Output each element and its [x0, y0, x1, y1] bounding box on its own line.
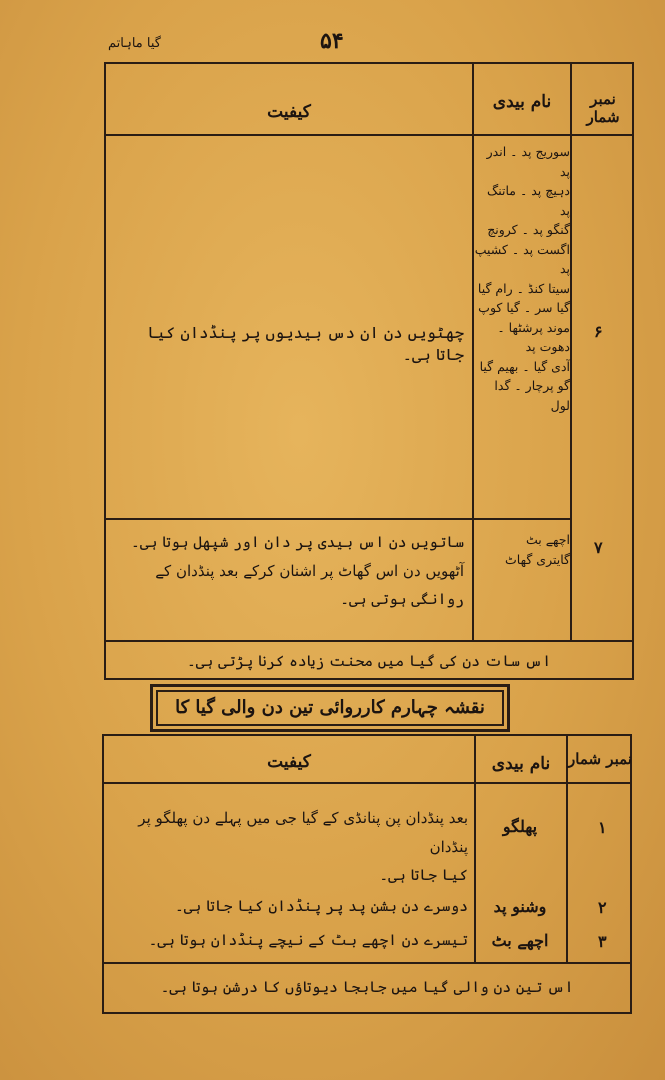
table2-row2-serial: ۲: [598, 898, 607, 917]
list-item: اچھے بٹ: [525, 532, 570, 547]
list-item: موند پرشٹھا ۔ دھوت پد: [497, 319, 570, 354]
list-item: سیتا کنڈ ۔ رام گیا: [477, 280, 570, 296]
table2-header-rule: [102, 782, 632, 784]
list-item: گنگو پد ۔ کرونچ: [487, 222, 570, 237]
table1-col-name: نام بیدی: [492, 92, 552, 112]
table1-col-serial: نمبر شمار: [586, 90, 620, 126]
table1-row2-names: [474, 530, 570, 569]
table2-row1-serial: ۱: [598, 818, 607, 837]
table1-header-rule: [104, 134, 634, 136]
table2-row2-name: وشنو پد: [493, 897, 547, 916]
table2-col-remarks: کیفیت: [267, 752, 311, 772]
table2-row3-name: اچھے بٹ: [491, 931, 549, 950]
table2-col-serial: نمبر شمار: [568, 750, 632, 768]
table1-footnote: اس سات دن کی گیا میں محنت زیادہ کرنا پڑتی ہی۔: [186, 652, 552, 670]
remarks-line: ساتویں دن اس بیدی پر دان اور شپھل ہوتا ہی۔: [131, 533, 464, 551]
table2-footnote: اس تین دن والی گیا میں جابجا دیوتاؤں کا درشن ہوتا ہی۔: [160, 978, 574, 996]
table2-footnote-rule: [102, 962, 632, 964]
page-number: ۵۴: [320, 28, 344, 54]
table1-divider-serial: [570, 62, 572, 642]
table2-row1-remarks: [116, 804, 468, 890]
table2-row2-remarks: دوسرے دن بشن پد پر پنڈدان کیا جاتا ہی۔: [174, 897, 468, 915]
table1-row2-serial: ۷: [594, 538, 603, 557]
table1-row1-serial: ۶: [594, 322, 603, 341]
table2-title-text: نقشہ چہارم کارروائی تین دن والی گیا کا: [175, 697, 485, 718]
remarks-line: کیا جاتا ہی۔: [379, 866, 468, 884]
table2-row1-name: پھلگو: [502, 817, 538, 836]
list-item: آدی گیا ۔ بھیم گیا: [479, 358, 570, 374]
remarks-line: روانگی ہوتی ہی۔: [340, 590, 464, 608]
table2-row3-serial: ۳: [598, 932, 607, 951]
table1-row2-remarks: [118, 528, 464, 614]
list-item: گو پرچار ۔ گدا لول: [494, 378, 570, 413]
table1-row1-names: [474, 142, 570, 415]
list-item: سوریج پد ۔ اندر پد: [486, 144, 570, 179]
remarks-line: بعد پنڈدان پن پنانڈی کے گیا جی میں پہلے دن پھلگو پر پنڈدان: [138, 809, 468, 856]
remarks-line: آٹھویں دن اس گھاٹ پر اشنان کرکے بعد پنڈدان کے: [155, 561, 464, 580]
table1-row-rule: [104, 518, 570, 520]
list-item: اگست پد ۔ کشیپ پد: [474, 241, 570, 276]
list-item: دہیچ پد ۔ ماتنگ پد: [487, 183, 570, 218]
table1-row1-remarks: چھٹویں دن ان دس بیدیوں پر پنڈدان کیا جاتا ہی۔: [147, 323, 464, 364]
table2-title: [156, 690, 504, 726]
table2-row3-remarks: تیسرے دن اچھے بٹ کے نیچے پنڈدان ہوتا ہی۔: [148, 931, 468, 949]
running-title: گیا ماہاتم: [108, 36, 161, 51]
table1-col-remarks: کیفیت: [267, 102, 311, 122]
table2-col-name: نام بیدی: [491, 754, 551, 774]
list-item: گایتری گھاٹ: [505, 551, 570, 567]
list-item: گیا سر ۔ گیا کوپ: [478, 300, 570, 315]
table2-divider-serial: [566, 734, 568, 964]
